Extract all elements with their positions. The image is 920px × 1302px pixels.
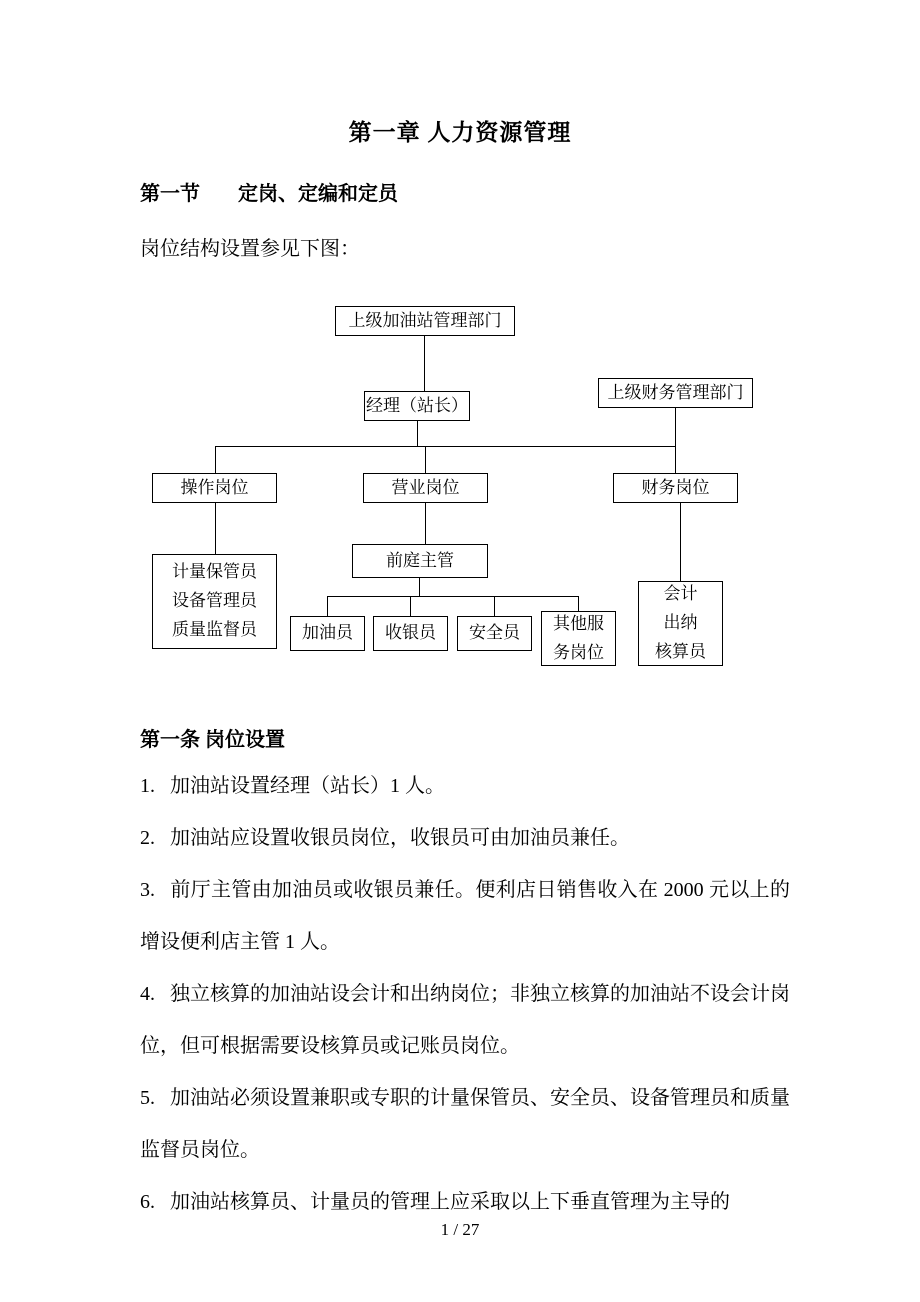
chapter-title: 第一章 人力资源管理: [348, 120, 572, 145]
org-node-operation-post: 操作岗位: [152, 473, 277, 503]
org-node-top-dept: 上级加油站管理部门: [335, 306, 515, 336]
org-connector: [494, 596, 495, 616]
numbered-list: [140, 760, 790, 1228]
list-item: [140, 968, 790, 1072]
org-connector: [215, 446, 676, 447]
org-node-fueler: 加油员: [290, 616, 365, 651]
org-node-finance-post: 财务岗位: [613, 473, 738, 503]
org-connector: [327, 596, 328, 616]
org-connector: [215, 446, 216, 473]
list-item-text: 加油站设置经理（站长）1 人。: [170, 775, 445, 797]
org-connector: [680, 503, 681, 581]
list-item: [140, 812, 790, 864]
org-node-safety-officer: 安全员: [457, 616, 532, 651]
page-number: 1 / 27: [440, 1220, 480, 1239]
list-item-number: 4.: [140, 983, 155, 1005]
section-title: 定岗、定编和定员: [238, 183, 398, 205]
org-connector: [424, 336, 425, 391]
org-node-operation-staff: [152, 554, 277, 649]
org-connector: [215, 503, 216, 554]
list-item-number: 5.: [140, 1087, 155, 1109]
list-item-text: 前厅主管由加油员或收银员兼任。便利店日销售收入在 2000 元以上的增设便利店主管 1 人。: [140, 879, 790, 953]
org-connector: [417, 421, 418, 447]
list-item-text: 加油站核算员、计量员的管理上应采取以上下垂直管理为主导的: [170, 1191, 730, 1213]
list-item: [140, 864, 790, 968]
intro-paragraph: 岗位结构设置参见下图：: [140, 238, 360, 260]
org-node-finance-staff: [638, 581, 723, 666]
org-node-finance-staff-line: 核算员: [655, 641, 706, 661]
org-node-operation-staff-line: 设备管理员: [172, 591, 257, 611]
org-node-finance-staff-line: 出纳: [663, 613, 698, 633]
section-number: 第一节: [140, 183, 200, 205]
section-heading: [140, 177, 780, 206]
list-item-text: 独立核算的加油站设会计和出纳岗位；非独立核算的加油站不设会计岗位，但可根据需要设核算员或记账员岗位。: [140, 983, 790, 1057]
org-node-manager: 经理（站长）: [364, 391, 470, 421]
org-connector: [425, 446, 426, 473]
org-chart: [0, 277, 920, 675]
list-item: [140, 760, 790, 812]
org-node-other-service-line: 务岗位: [553, 642, 604, 662]
list-item-number: 1.: [140, 775, 155, 797]
org-node-other-service-line: 其他服: [553, 613, 604, 633]
list-item-number: 6.: [140, 1191, 155, 1213]
org-connector: [419, 578, 420, 596]
org-node-other-service: [541, 611, 616, 666]
org-node-operation-staff-line: 计量保管员: [172, 562, 257, 582]
org-node-finance-dept: 上级财务管理部门: [598, 378, 753, 408]
org-connector: [675, 408, 676, 473]
list-item-text: 加油站必须设置兼职或专职的计量保管员、安全员、设备管理员和质量监督员岗位。: [140, 1087, 790, 1161]
org-connector: [410, 596, 411, 616]
org-connector: [425, 503, 426, 544]
list-item-number: 3.: [140, 879, 155, 901]
org-connector: [327, 596, 579, 597]
list-item-text: 加油站应设置收银员岗位，收银员可由加油员兼任。: [170, 827, 630, 849]
org-node-front-supervisor: 前庭主管: [352, 544, 488, 578]
org-node-operation-staff-line: 质量监督员: [172, 619, 257, 639]
article-heading: 第一条 岗位设置: [140, 729, 285, 751]
list-item: [140, 1072, 790, 1176]
org-node-cashier: 收银员: [373, 616, 448, 651]
org-node-finance-staff-line: 会计: [663, 584, 698, 604]
list-item-number: 2.: [140, 827, 155, 849]
org-node-business-post: 营业岗位: [363, 473, 488, 503]
